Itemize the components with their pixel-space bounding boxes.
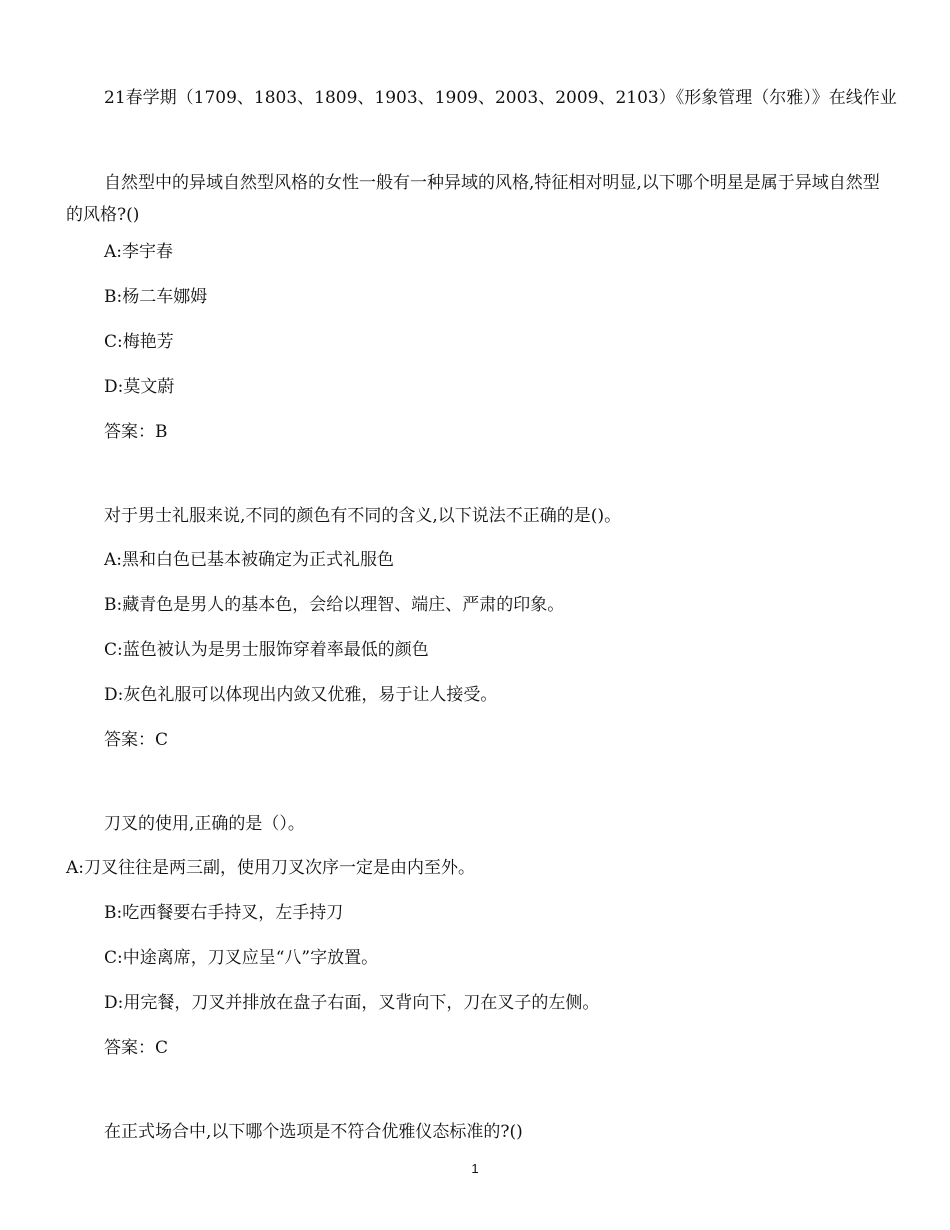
page-number: 1 (471, 1161, 479, 1176)
question-1-option-d: D:莫文蔚 (104, 377, 175, 397)
question-3-stem: 刀叉的使用,正确的是（）。 (104, 814, 305, 834)
question-3-option-d: D:用完餐，刀叉并排放在盘子右面，叉背向下，刀在叉子的左侧。 (104, 993, 600, 1013)
question-1-answer: 答案：B (104, 422, 168, 442)
question-1-option-a: A:李宇春 (104, 242, 174, 262)
question-2-option-c: C:蓝色被认为是男士服饰穿着率最低的颜色 (104, 640, 429, 660)
question-2-option-b: B:藏青色是男人的基本色，会给以理智、端庄、严肃的印象。 (104, 595, 565, 615)
question-2-answer: 答案：C (104, 730, 169, 750)
question-3-answer: 答案：C (104, 1038, 169, 1058)
question-3-option-a: A:刀叉往往是两三副，使用刀叉次序一定是由内至外。 (66, 858, 476, 878)
question-1-option-c: C:梅艳芳 (104, 332, 174, 352)
question-2-option-d: D:灰色礼服可以体现出内敛又优雅，易于让人接受。 (104, 685, 498, 705)
question-3-option-c: C:中途离席，刀叉应呈“八”字放置。 (104, 948, 379, 968)
question-2-stem: 对于男士礼服来说,不同的颜色有不同的含义,以下说法不正确的是()。 (104, 506, 622, 526)
question-1-stem: 自然型中的异域自然型风格的女性一般有一种异域的风格,特征相对明显,以下哪个明星是属于异域自然型的风格?() (66, 173, 880, 225)
document-title: 21春学期（1709、1803、1809、1903、1909、2003、2009、2103）《形象管理（尔雅）》在线作业 (104, 88, 897, 108)
question-4-stem: 在正式场合中,以下哪个选项是不符合优雅仪态标准的?() (104, 1122, 523, 1142)
question-3-option-b: B:吃西餐要右手持叉，左手持刀 (104, 903, 344, 923)
question-1-option-b: B:杨二车娜姆 (104, 287, 208, 307)
question-2-option-a: A:黑和白色已基本被确定为正式礼服色 (104, 550, 395, 570)
